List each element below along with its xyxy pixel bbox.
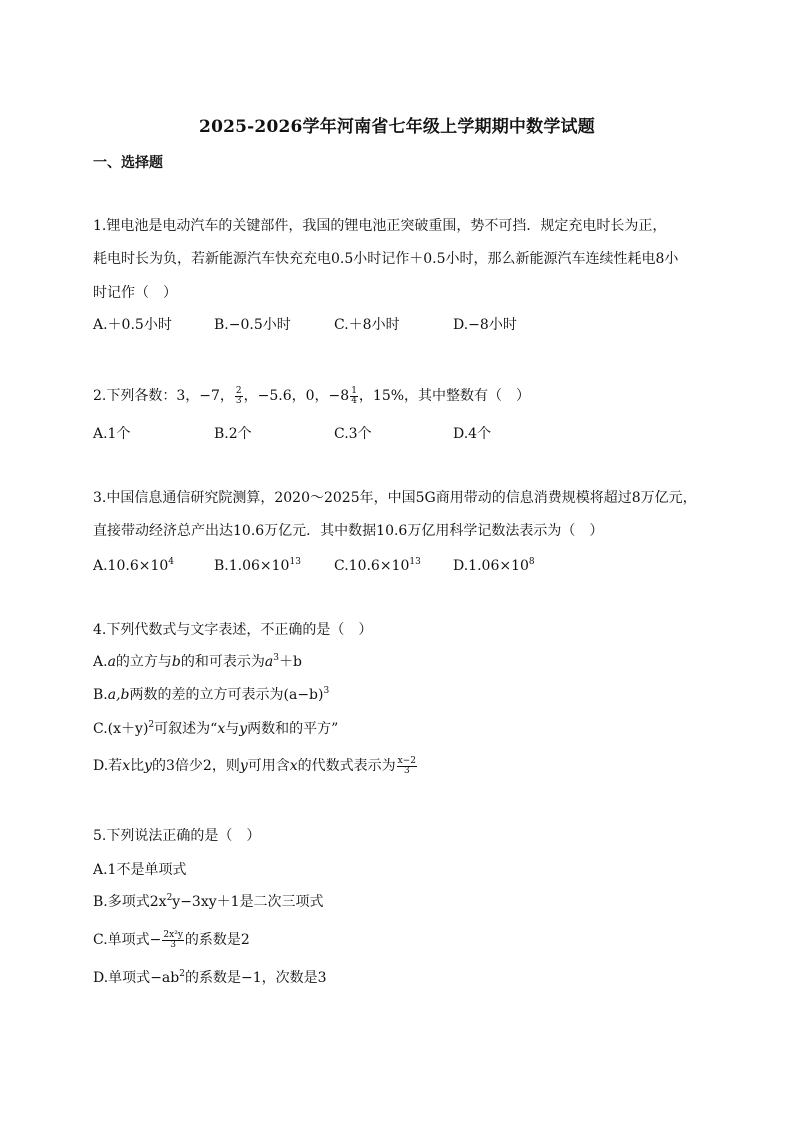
q2-option-b[interactable]: B.2个 (214, 426, 252, 442)
q3-option-a[interactable]: $A.10.6\times 10^4$ (93, 557, 175, 574)
q1-option-b[interactable]: B.−0.5小时 (214, 317, 291, 333)
q1-option-d[interactable]: D.−8小时 (453, 317, 517, 333)
section-heading: 一、选择题 (93, 155, 163, 171)
q2-stem (93, 386, 530, 406)
q1-line-3: 时记作（ ） (93, 285, 177, 301)
q4-option-b[interactable]: B.a,b两数的差的立方可表示为$(a-b)^3$ (93, 686, 330, 703)
q1-line-2: 耗电时长为负，若新能源汽车快充充电0.5小时记作＋0.5小时，那么新能源汽车连续性耗电8小 (93, 251, 679, 267)
q5-option-c[interactable]: C.单项式− $\frac{\text{2x²y}}{3}$ 的系数是2 (93, 929, 250, 950)
q5-option-b[interactable]: B.多项式$2x^2y-3xy+1$是二次三项式 (93, 893, 324, 910)
q4-stem: 4.下列代数式与文字表述，不正确的是（ ） (93, 622, 373, 638)
q3-option-c[interactable]: $C.10.6\times 10^{13}$ (334, 557, 421, 574)
q5-option-a[interactable]: A.1不是单项式 (93, 862, 187, 878)
q1-option-a[interactable]: A.＋0.5小时 (93, 317, 172, 333)
q2-fraction-2: $\frac{1}{4}$ (351, 385, 357, 406)
q3-line-2: 直接带动经济总产出达10.6万亿元．其中数据10.6万亿用科学记数法表示为（ ） (93, 523, 604, 539)
q2-option-d[interactable]: D.4个 (453, 426, 492, 442)
page-title: 2025-2026学年河南省七年级上学期期中数学试题 (199, 117, 595, 137)
q4-option-d[interactable]: D.若x比y的3倍少2，则y可用含x的代数式表示为 $\frac{x-2}{3}$ (93, 755, 417, 776)
q2-fraction-1: $\frac{2}{3}$ (235, 385, 242, 406)
q5-option-c-fraction: $\frac{\text{2x²y}}{3}$ (163, 929, 183, 950)
q2-suffix: ，15%，其中整数有（ ） (358, 388, 531, 404)
q5-option-d[interactable]: D.单项式$-ab^2$的系数是−1，次数是3 (93, 969, 327, 986)
q1-option-c[interactable]: C.＋8小时 (334, 317, 400, 333)
q3-line-1: 3.中国信息通信研究院测算，2020～2025年，中国5G商用带动的信息消费规模将超过8万亿元， (93, 490, 697, 506)
q4-option-c[interactable]: $C.(x+y)^2$可叙述为“x与y两数和的平方” (93, 720, 339, 737)
q1-line-1: 1.锂电池是电动汽车的关键部件，我国的锂电池正突破重围，势不可挡．规定充电时长为正， (93, 218, 667, 234)
q4-option-a[interactable]: A.a的立方与b的和可表示为$a^3+b$ (93, 653, 302, 670)
q5-stem: 5.下列说法正确的是（ ） (93, 828, 261, 844)
q4-option-d-fraction: $\frac{x-2}{3}$ (397, 755, 417, 776)
q3-option-d[interactable]: $D.1.06\times 10^8$ (453, 557, 535, 574)
q2-option-c[interactable]: C.3个 (334, 426, 372, 442)
q3-option-b[interactable]: $B.1.06\times 10^{13}$ (214, 557, 301, 574)
q2-prefix: 2.下列各数：3，−7， (93, 388, 234, 404)
q2-mid: ，−5.6，0，−8 (243, 388, 350, 404)
q2-option-a[interactable]: A.1个 (93, 426, 131, 442)
